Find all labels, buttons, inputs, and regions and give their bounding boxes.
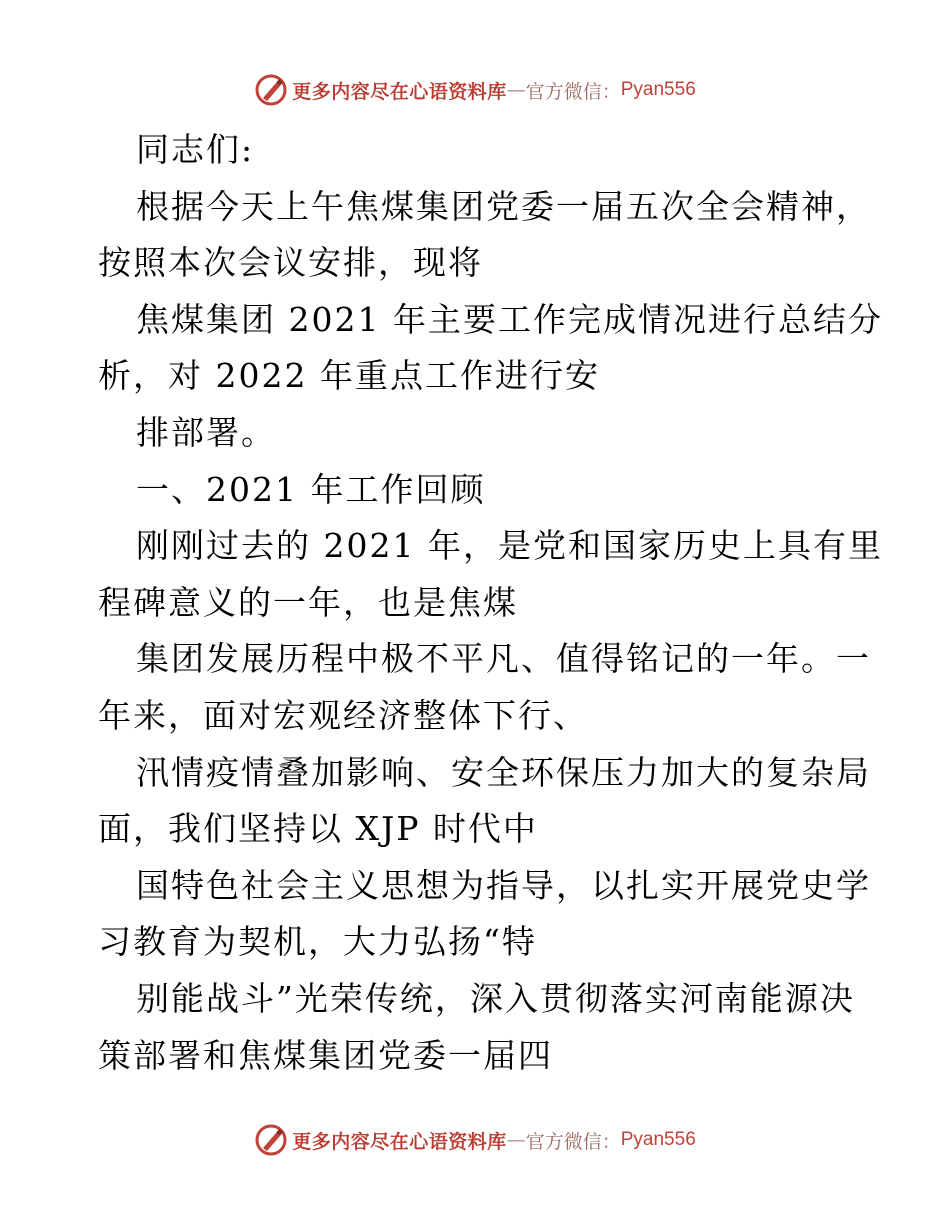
text-line: 排部署。 xyxy=(136,412,276,452)
watermark-wechat-id: Pyan556 xyxy=(620,1129,696,1150)
text-line: 同志们: xyxy=(136,130,255,169)
text-line: 策部署和焦煤集团党委一届四 xyxy=(98,1035,553,1075)
text-line: 析，对 2022 年重点工作进行安 xyxy=(98,356,600,396)
text-line: 按照本次会议安排，现将 xyxy=(98,243,483,283)
watermark-wechat-label: 官方微信： xyxy=(525,1130,621,1153)
text-line: 年来，面对宏观经济整体下行、 xyxy=(98,695,588,735)
pen-logo-icon xyxy=(254,73,288,107)
watermark-separator: — xyxy=(506,79,526,101)
watermark-separator: — xyxy=(506,1129,526,1151)
text-line: 焦煤集团 2021 年主要工作完成情况进行总结分 xyxy=(136,299,883,339)
text-line: 刚刚过去的 2021 年，是党和国家历史上具有里 xyxy=(136,526,883,566)
text-line: 习教育为契机，大力弘扬“特 xyxy=(98,922,537,962)
text-line: 国特色社会主义思想为指导，以扎实开展党史学 xyxy=(136,865,871,905)
text-line: 集团发展历程中极不平凡、值得铭记的一年。一 xyxy=(136,639,871,679)
text-line: 别能战斗”光荣传统，深入贯彻落实河南能源决 xyxy=(136,978,855,1018)
text-line: 程碑意义的一年，也是焦煤 xyxy=(98,582,518,622)
text-line: 一、2021 年工作回顾 xyxy=(136,469,486,509)
watermark-wechat-label: 官方微信： xyxy=(525,80,621,103)
text-line: 汛情疫情叠加影响、安全环保压力加大的复杂局 xyxy=(136,752,871,792)
watermark-text: 更多内容尽在心语资料库 xyxy=(292,80,507,103)
document-body xyxy=(98,122,883,1084)
watermark-wechat-id: Pyan556 xyxy=(620,79,696,100)
footer-watermark xyxy=(0,1120,950,1160)
pen-logo-icon xyxy=(254,1123,288,1157)
watermark-text: 更多内容尽在心语资料库 xyxy=(292,1130,507,1153)
header-watermark xyxy=(0,70,950,110)
text-line: 面，我们坚持以 XJP 时代中 xyxy=(98,809,538,849)
text-line: 根据今天上午焦煤集团党委一届五次全会精神， xyxy=(136,186,871,226)
